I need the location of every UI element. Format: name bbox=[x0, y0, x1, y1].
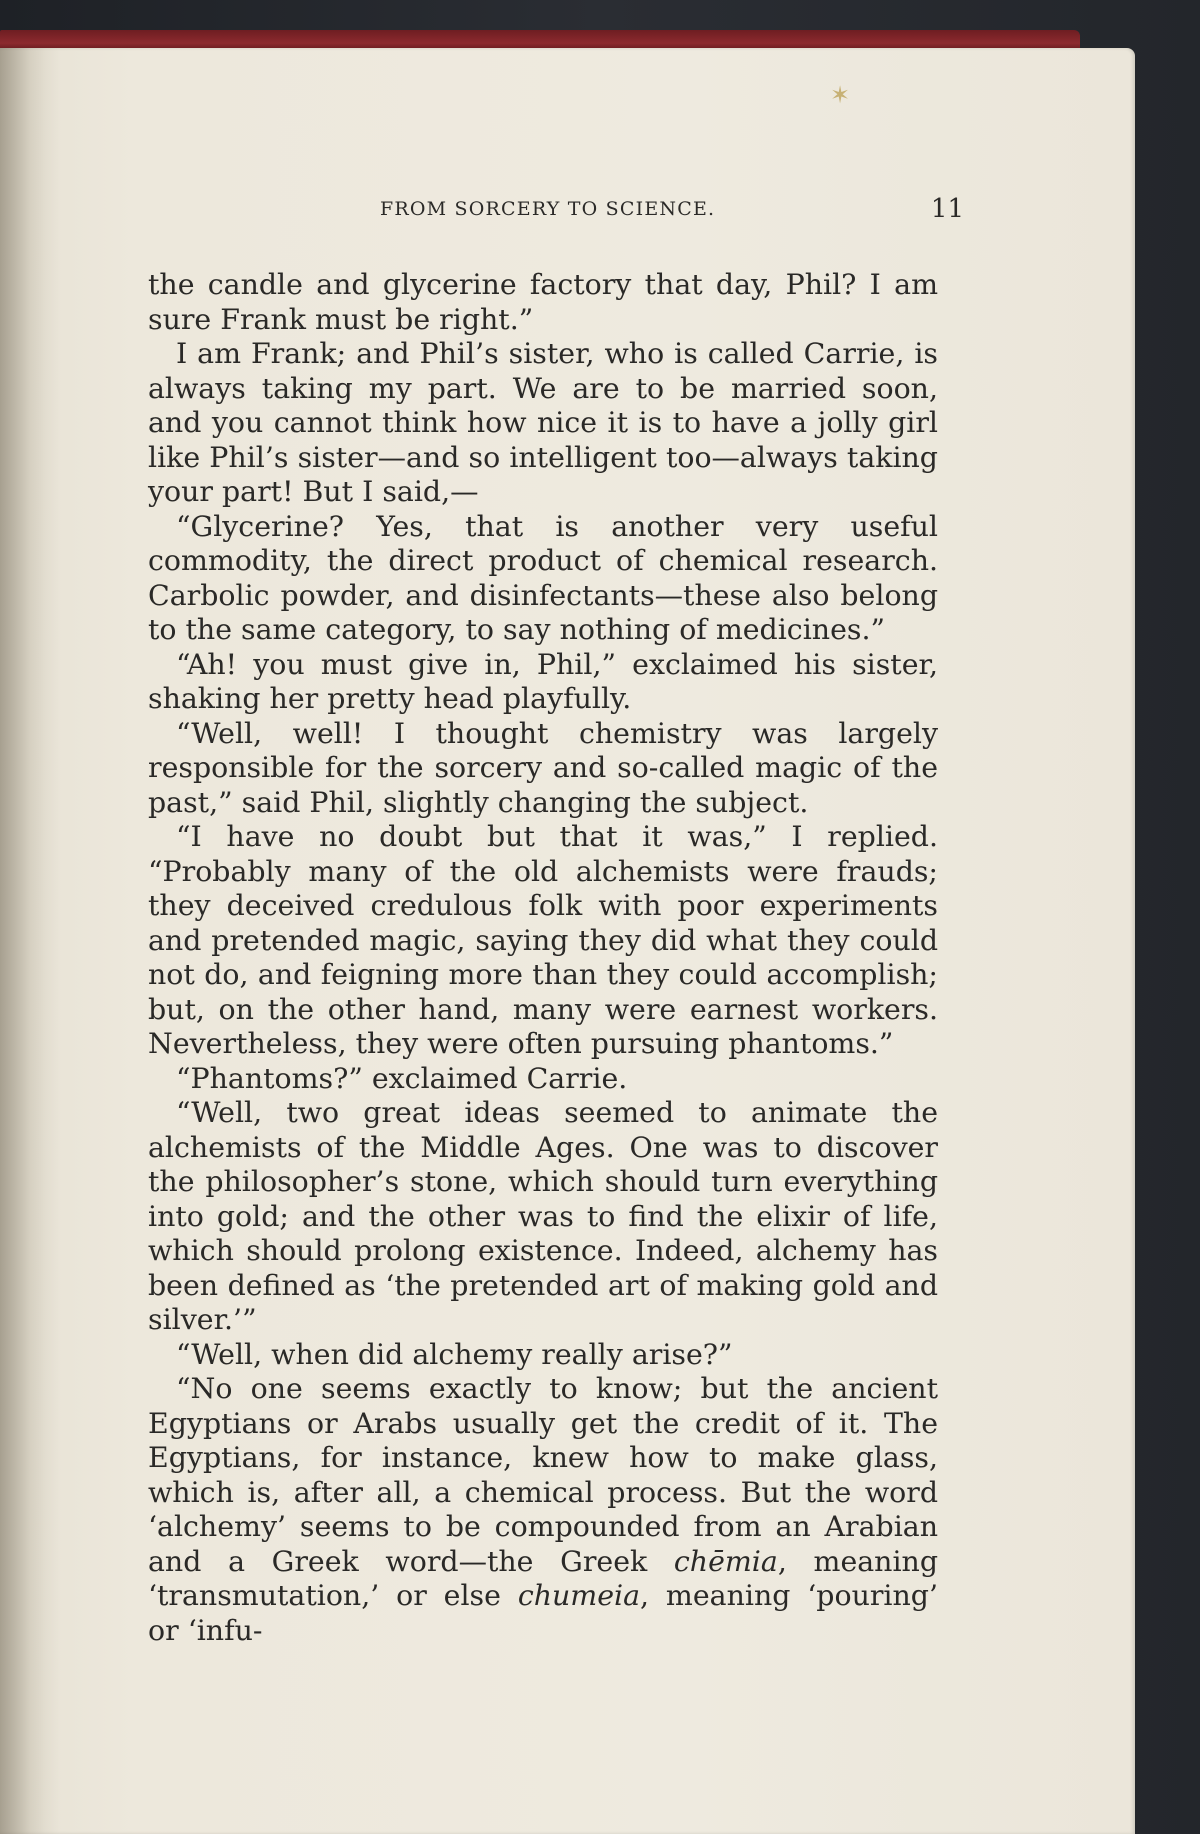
page-number: 11 bbox=[930, 194, 964, 224]
ink-smudge-mark: ✶ bbox=[830, 81, 851, 109]
paragraph: I am Frank; and Phil’s sister, who is called Carrie, is always taking my part. We are to be married soon, and you cannot think how nice it is to have a jolly girl like Phil’s sister—and so intelligent too—always taking your part! But I said,— bbox=[148, 337, 938, 508]
paragraph-text: “No one seems exactly to know; but the ancient Egyptians or Arabs usually get the credit of it. The Egyptians, for instance, knew how to make glass, which is, after all, a chemical process. But the word ‘alchemy’ seems to be compounded from an Arabian and a Greek word—the Greek bbox=[148, 1372, 938, 1578]
paragraph: “Glycerine? Yes, that is another very useful commodity, the direct product of chemical research. Carbolic powder, and disinfectants—these also belong to the same category, to say nothing of medicines.” bbox=[148, 509, 938, 646]
greek-word-chemia: chēmia bbox=[673, 1544, 778, 1578]
running-head-title: FROM SORCERY TO SCIENCE. bbox=[380, 198, 716, 220]
paragraph-text: , meaning ‘pouring’ or ‘infu- bbox=[148, 1579, 938, 1647]
paragraph: “Well, two great ideas seemed to animate the alchemists of the Middle Ages. One was to discover the philosopher’s stone, which should turn everything into gold; and the other was to find the elixir of life, which should prolong existence. Indeed, alchemy has been defined as ‘the pretended art of making gold and silver.’” bbox=[148, 1096, 938, 1336]
running-head bbox=[148, 194, 964, 232]
greek-word-chumeia: chumeia bbox=[517, 1579, 641, 1612]
paragraph-last bbox=[148, 1372, 938, 1648]
body-text bbox=[148, 268, 938, 1648]
page-gutter-shadow bbox=[0, 48, 60, 1834]
paragraph: “I have no doubt but that it was,” I replied. “Probably many of the old alchemists were frauds; they deceived credulous folk with poor experiments and pretended magic, saying they did what they could not do, and feigning more than they could accomplish; but, on the other hand, many were earnest workers. Nevertheless, they were often pursuing phantoms.” bbox=[148, 820, 938, 1060]
paragraph: “Well, well! I thought chemistry was largely responsible for the sorcery and so-called magic of the past,” said Phil, slightly changing the subject. bbox=[148, 716, 938, 819]
paragraph: “Phantoms?” exclaimed Carrie. bbox=[176, 1061, 628, 1095]
paragraph: “Well, when did alchemy really arise?” bbox=[176, 1337, 733, 1371]
paragraph: the candle and glycerine factory that day, Phil? I am sure Frank must be right.” bbox=[148, 268, 938, 336]
paragraph: “Ah! you must give in, Phil,” exclaimed his sister, shaking her pretty head playfully. bbox=[148, 647, 938, 715]
paragraph-text: , meaning ‘transmutation,’ or else bbox=[148, 1544, 938, 1612]
